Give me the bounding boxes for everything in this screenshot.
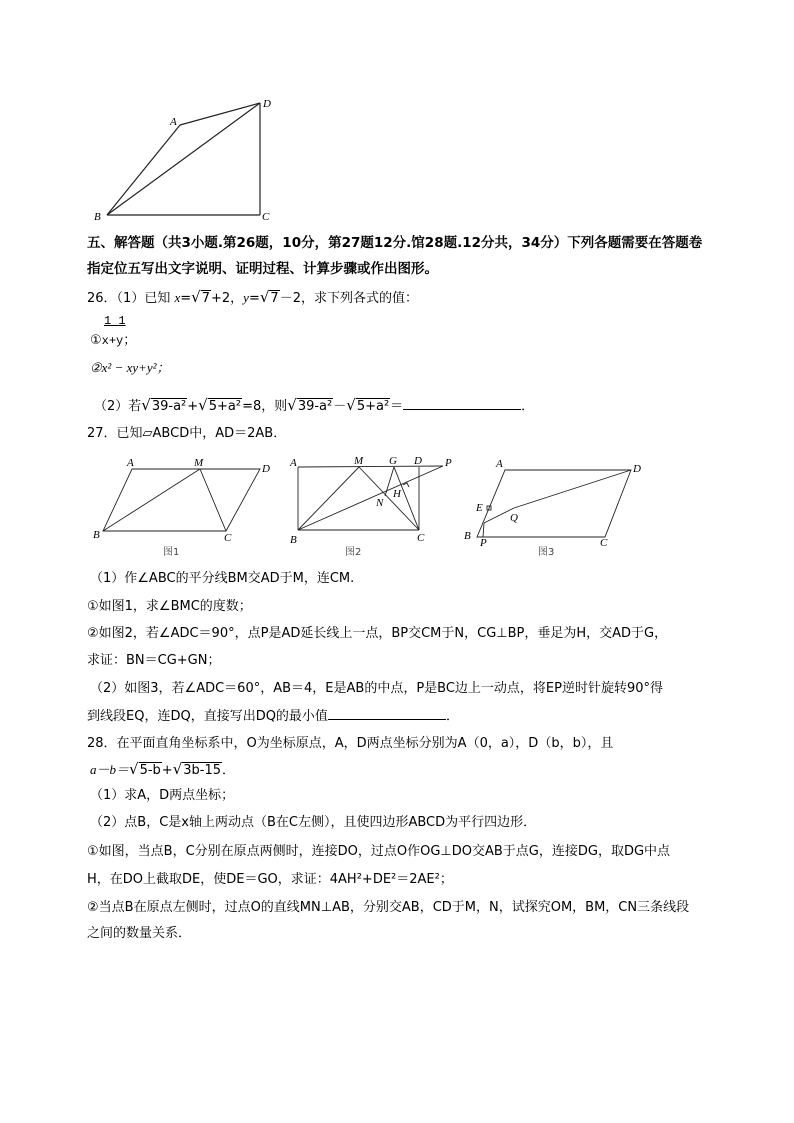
caption: 图1 — [163, 547, 180, 558]
label: B — [93, 529, 100, 541]
label: C — [262, 211, 270, 223]
label: A — [496, 458, 503, 470]
label: A — [290, 457, 297, 469]
figure-2 — [289, 455, 452, 558]
q26-fraction-numerators: 1 1 — [104, 314, 126, 328]
label: G — [389, 455, 397, 467]
q28-part2-item1: ①如图，当点B，C分别在原点两侧时，连接DO，过点O作OG⊥DO交AB于点G，连接DG，取DG中点 — [87, 844, 671, 859]
label: A — [170, 116, 177, 128]
q28-stem: 28．在平面直角坐标系中，O为坐标原点，A，D两点坐标分别为A（0，a），D（b，b），且 — [87, 736, 614, 751]
label: A — [127, 457, 134, 469]
q28-part2-item2-cont: 之间的数量关系． — [87, 926, 192, 941]
label: H — [393, 488, 401, 500]
answer-blank[interactable] — [403, 397, 521, 410]
label: D — [262, 463, 270, 475]
label: P — [445, 457, 452, 469]
q26-part1-item1: ①x+y； — [90, 333, 137, 348]
q27-stem: 27．已知▱ABCD中，AD＝2AB． — [87, 426, 287, 441]
q26-part1-item2: ②x² − xy+y²； — [90, 360, 170, 375]
caption: 图3 — [538, 547, 555, 558]
label: D — [263, 98, 271, 110]
q27-part1-proof: 求证：BN＝CG+GN； — [87, 653, 221, 668]
label: Q — [510, 512, 518, 524]
section-heading-cont: 指定位五写出文字说明、证明过程、计算步骤或作出图形。 — [87, 261, 438, 277]
label: C — [600, 537, 608, 549]
label: D — [633, 463, 641, 475]
q27-part2: （2）如图3，若∠ADC＝60°，AB＝4，E是AB的中点，P是BC边上一动点，将EP逆时针旋转90°得 — [90, 681, 664, 696]
q27-part1-item2: ②如图2，若∠ADC＝90°，点P是AD延长线上一点，BP交CM于N，CG⊥BP，垂足为H，交AD于G， — [87, 626, 668, 641]
label: C — [417, 532, 425, 544]
q28-part2-item2: ②当点B在原点左侧时，过点O的直线MN⊥AB，分别交AB，CD于M，N，试探究OM，BM，CN三条线段 — [87, 900, 690, 915]
q28-part2: （2）点B，C是x轴上两动点（B在C左侧），且使四边形ABCD为平行四边形． — [90, 815, 537, 830]
section-heading: 五、解答题（共3小题.第26题，10分，第27题12分.馆28题.12分共，34分）下列各题需要在答题卷 — [87, 235, 703, 251]
q27-part1-item1: ①如图1，求∠BMC的度数； — [87, 599, 252, 614]
label: M — [354, 455, 364, 467]
label: B — [94, 211, 101, 223]
label: B — [464, 530, 471, 542]
label: D — [414, 455, 422, 467]
q27-part1: （1）作∠ABC的平分线BM交AD于M，连CM. — [90, 571, 355, 586]
q28-condition: a－b＝√5-b+√3b-15． — [90, 760, 236, 778]
label: B — [290, 534, 297, 546]
figure-3 — [464, 458, 641, 558]
label: P — [480, 537, 487, 549]
q27-part2-cont: 到线段EQ，连DQ，直接写出DQ的最小值 ． — [87, 709, 459, 724]
label: N — [376, 497, 384, 509]
caption: 图2 — [345, 547, 362, 558]
label: E — [476, 502, 483, 514]
answer-blank[interactable] — [328, 707, 446, 720]
label: C — [224, 532, 232, 544]
figure-1 — [93, 457, 270, 558]
q26-stem: 26．（1）已知 x=√7+2，y=√7－2，求下列各式的值： — [87, 288, 418, 306]
label: M — [194, 457, 204, 469]
figure-top — [94, 98, 271, 223]
q28-part1: （1）求A，D两点坐标； — [90, 788, 235, 803]
q28-part2-item1-cont: H，在DO上截取DE，使DE＝GO，求证：4AH²+DE²＝2AE²； — [87, 872, 453, 887]
q26-part2: （2）若√39-a²+√5+a²=8，则√39-a²－√5+a²＝ ． — [94, 396, 535, 414]
